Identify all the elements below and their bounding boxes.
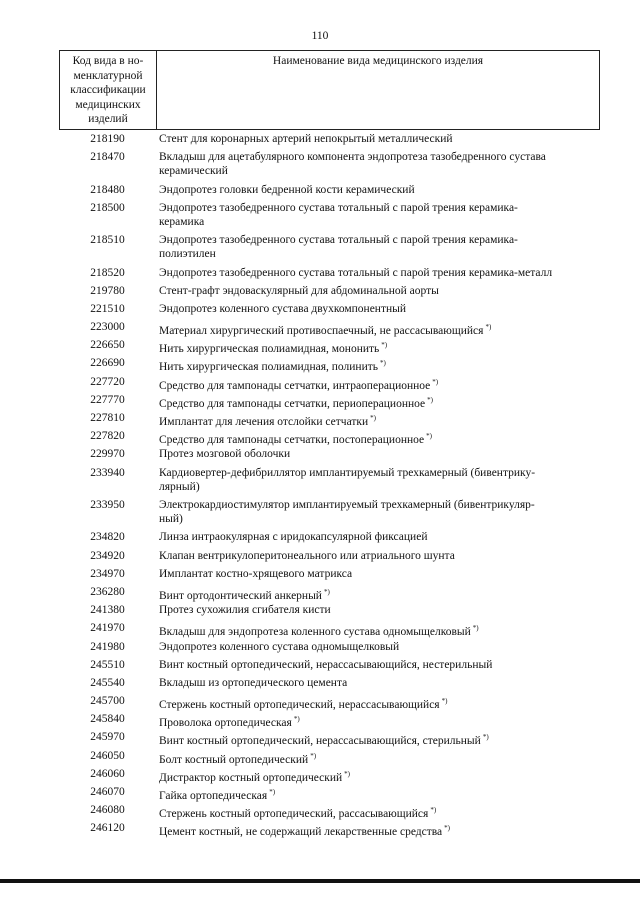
row-name-text: Средство для тампонады сетчатки, периоперационное <box>159 397 426 410</box>
row-name-line <box>159 821 600 839</box>
row-name <box>156 466 600 498</box>
row-code: 218510 <box>90 234 125 247</box>
row-name-line <box>159 530 600 544</box>
table-row <box>59 567 600 585</box>
table-row <box>59 676 600 694</box>
row-name-text: полиэтилен <box>159 248 216 261</box>
table-row <box>59 466 600 498</box>
row-name-line <box>159 785 600 803</box>
row-code: 245540 <box>90 676 125 689</box>
row-name-line <box>159 658 600 672</box>
row-name-line <box>159 694 600 712</box>
table-row <box>59 201 600 233</box>
table-header <box>59 50 600 130</box>
row-name <box>156 603 600 621</box>
row-name-line <box>159 767 600 785</box>
row-code: 227810 <box>90 412 125 425</box>
row-name <box>156 676 600 694</box>
footnote-mark: *) <box>427 395 433 404</box>
table-row <box>59 712 600 730</box>
row-name-line <box>159 676 600 690</box>
row-name <box>156 658 600 676</box>
row-name <box>156 712 600 730</box>
row-name-text: Стент-графт эндоваскулярный для абдоминальной аорты <box>159 284 439 297</box>
table-row <box>59 150 600 182</box>
row-name-line <box>159 164 600 178</box>
row-name-line <box>159 429 600 447</box>
table-row <box>59 356 600 374</box>
row-name-text: Болт костный ортопедический <box>159 753 309 766</box>
table-row <box>59 132 600 150</box>
table-row <box>59 233 600 265</box>
row-name-text: Винт ортодонтический анкерный <box>159 589 322 602</box>
table-row <box>59 730 600 748</box>
row-code: 229970 <box>90 448 125 461</box>
row-name-line <box>159 466 600 480</box>
row-name <box>156 132 600 150</box>
row-name-text: Винт костный ортопедический, нерассасывающийся, стерильный <box>159 735 481 748</box>
row-name-line <box>159 284 600 298</box>
row-code: 227720 <box>90 375 125 388</box>
row-code: 218500 <box>90 201 125 214</box>
row-code: 227820 <box>90 430 125 443</box>
row-name-line <box>159 132 600 146</box>
row-name-text: Вкладыш для эндопротеза коленного сустава одномыщелковый <box>159 626 471 639</box>
row-name-text: Эндопротез тазобедренного сустава тотальный с парой трения керамика- <box>159 201 518 214</box>
row-name-text: Протез мозговой оболочки <box>159 448 291 461</box>
row-name-line <box>159 233 600 247</box>
row-code: 223000 <box>90 321 125 334</box>
table-row <box>59 266 600 284</box>
header-code: Код вида в но- менклатурной классификации медицинских изделий <box>60 51 157 129</box>
row-name <box>156 320 600 338</box>
device-table <box>59 50 600 840</box>
row-name <box>156 640 600 658</box>
footnote-mark: *) <box>472 624 479 633</box>
row-name-line <box>159 247 600 261</box>
row-code: 233940 <box>90 466 125 479</box>
table-row <box>59 749 600 767</box>
row-code: 246080 <box>90 804 125 817</box>
row-name-line <box>159 603 600 617</box>
row-name-text: Проволока ортопедическая <box>159 717 292 730</box>
row-name-line <box>159 712 600 730</box>
table-row <box>59 393 600 411</box>
row-name-line <box>159 215 600 229</box>
row-name-line <box>159 266 600 280</box>
footnote-mark: *) <box>441 697 448 706</box>
row-name-text: Протез сухожилия сгибателя кисти <box>159 604 331 617</box>
row-code: 236280 <box>90 585 125 598</box>
row-name-line <box>159 183 600 197</box>
row-name-text: Вкладыш из ортопедического цемента <box>159 676 348 689</box>
row-name-text: Эндопротез коленного сустава двухкомпонентный <box>159 302 407 315</box>
row-code: 234970 <box>90 567 125 580</box>
row-name-line <box>159 640 600 654</box>
row-code: 245840 <box>90 713 125 726</box>
row-name-text: Стент для коронарных артерий непокрытый металлический <box>159 133 453 145</box>
row-code: 233950 <box>90 499 125 511</box>
table-row <box>59 549 600 567</box>
row-name-line <box>159 375 600 393</box>
row-name-text: Гайка ортопедическая <box>159 789 268 802</box>
row-name <box>156 375 600 393</box>
page-number: 110 <box>311 30 329 42</box>
row-name-text: Средство для тампонады сетчатки, постоперационное <box>159 434 425 447</box>
row-name-line <box>159 338 600 356</box>
row-code: 234920 <box>90 549 125 562</box>
row-name-text: Дистрактор костный ортопедический <box>159 771 343 784</box>
row-code: 218480 <box>90 183 125 196</box>
row-name-line <box>159 150 600 164</box>
row-code: 246070 <box>90 786 125 799</box>
table-row <box>59 603 600 621</box>
row-name <box>156 201 600 233</box>
row-name <box>156 530 600 548</box>
table-row <box>59 498 600 530</box>
table-row <box>59 785 600 803</box>
row-name-text: Кардиовертер-дефибриллятор имплантируемый трехкамерный (бивентрику- <box>159 466 536 479</box>
row-name-line <box>159 749 600 767</box>
row-name-text: Цемент костный, не содержащий лекарственные средства <box>159 826 443 839</box>
row-name-line <box>159 356 600 374</box>
row-code: 218520 <box>90 266 125 279</box>
row-code: 241980 <box>90 640 125 653</box>
row-code: 245510 <box>90 658 125 671</box>
row-name <box>156 549 600 567</box>
table-row <box>59 694 600 712</box>
footnote-mark: *) <box>344 769 350 778</box>
row-name <box>156 498 600 530</box>
footnote-mark: *) <box>293 715 300 724</box>
row-code: 241380 <box>90 604 125 617</box>
row-name-line <box>159 201 600 215</box>
row-name-text: Эндопротез головки бедренной кости керамический <box>159 183 415 196</box>
table-row <box>59 320 600 338</box>
row-name <box>156 585 600 603</box>
row-name <box>156 767 600 785</box>
row-name-text: керамический <box>159 165 228 178</box>
row-code: 218470 <box>90 151 125 164</box>
row-name-line <box>159 567 600 581</box>
row-name-text: Стержень костный ортопедический, рассасывающийся <box>159 808 429 821</box>
row-code: 219780 <box>90 284 125 297</box>
row-name <box>156 621 600 639</box>
table-row <box>59 767 600 785</box>
row-name-line <box>159 447 600 461</box>
row-name-line <box>159 803 600 821</box>
row-name <box>156 447 600 465</box>
footnote-mark: *) <box>430 806 437 815</box>
table-row <box>59 375 600 393</box>
row-name-text: Клапан вентрикулоперитонеального или атриального шунта <box>159 549 455 562</box>
row-name <box>156 338 600 356</box>
row-name-text: Эндопротез тазобедренного сустава тотальный с парой трения керамика-металл <box>159 266 553 279</box>
row-name-line <box>159 730 600 748</box>
table-row <box>59 447 600 465</box>
row-name-line <box>159 320 600 338</box>
row-name <box>156 411 600 429</box>
row-name-text: Эндопротез тазобедренного сустава тотальный с парой трения керамика- <box>159 234 518 247</box>
row-name-text: Эндопротез коленного сустава одномыщелковый <box>159 640 400 653</box>
table-row <box>59 411 600 429</box>
row-name <box>156 284 600 302</box>
row-name-line <box>159 411 600 429</box>
row-name-line <box>159 549 600 563</box>
row-name-text: Материал хирургический противоспаечный, не рассасывающийся <box>159 324 484 337</box>
row-name-line <box>159 480 600 494</box>
row-code: 246060 <box>90 767 125 780</box>
row-name <box>156 694 600 712</box>
row-name-line <box>159 585 600 603</box>
header-name: Наименование вида медицинского изделия <box>272 55 484 67</box>
footnote-mark: *) <box>485 323 492 332</box>
row-code: 245970 <box>90 731 125 744</box>
footnote-mark: *) <box>482 733 489 742</box>
row-name-text: Стержень костный ортопедический, нерассасывающийся <box>159 698 440 711</box>
row-code: 246120 <box>90 822 125 835</box>
table-body <box>59 132 600 840</box>
row-code: 245700 <box>90 695 125 708</box>
row-name <box>156 266 600 284</box>
row-name <box>156 567 600 585</box>
row-name-text: лярный) <box>159 480 200 493</box>
row-name <box>156 183 600 201</box>
table-row <box>59 284 600 302</box>
footnote-mark: *) <box>380 359 386 368</box>
row-name <box>156 749 600 767</box>
row-name-text: ный) <box>159 513 183 525</box>
row-name-line <box>159 621 600 639</box>
footnote-mark: *) <box>381 341 388 350</box>
table-row <box>59 429 600 447</box>
table-row <box>59 585 600 603</box>
row-name-line <box>159 512 600 526</box>
row-name <box>156 803 600 821</box>
row-name-text: Винт костный ортопедический, нерассасывающийся, нестерильный <box>159 658 493 671</box>
row-name-text: Имплантат для лечения отслойки сетчатки <box>159 415 369 428</box>
row-name <box>156 356 600 374</box>
row-code: 241970 <box>90 622 125 635</box>
table-row <box>59 803 600 821</box>
row-name-line <box>159 498 600 512</box>
row-code: 226650 <box>90 339 125 352</box>
row-code: 234820 <box>90 531 125 544</box>
row-name-text: Нить хирургическая полиамидная, мононить <box>159 343 380 356</box>
row-name <box>156 785 600 803</box>
row-code: 227770 <box>90 393 125 406</box>
footnote-mark: *) <box>370 414 376 423</box>
row-name-text: Имплантат костно-хрящевого матрикса <box>159 567 353 580</box>
row-code: 246050 <box>90 749 125 762</box>
row-name <box>156 233 600 265</box>
footnote-mark: *) <box>310 751 317 760</box>
row-name-line <box>159 302 600 316</box>
row-name <box>156 821 600 839</box>
footnote-mark: *) <box>444 824 450 833</box>
row-name <box>156 302 600 320</box>
table-row <box>59 530 600 548</box>
table-row <box>59 183 600 201</box>
row-name <box>156 429 600 447</box>
row-code: 218190 <box>90 133 125 145</box>
row-name <box>156 730 600 748</box>
row-code: 221510 <box>90 302 125 315</box>
table-row <box>59 821 600 839</box>
row-name-text: Вкладыш для ацетабулярного компонента эндопротеза тазобедренного сустава <box>159 151 546 164</box>
row-code: 226690 <box>90 357 125 370</box>
row-name-text: Электрокардиостимулятор имплантируемый трехкамерный (бивентрикуляр- <box>159 499 535 511</box>
table-row <box>59 640 600 658</box>
footnote-mark: *) <box>432 377 439 386</box>
row-name-line <box>159 393 600 411</box>
row-name-text: керамика <box>159 215 205 228</box>
row-name-text: Нить хирургическая полиамидная, полинить <box>159 361 378 374</box>
table-row <box>59 338 600 356</box>
table-row <box>59 302 600 320</box>
row-name <box>156 393 600 411</box>
footnote-mark: *) <box>426 432 432 441</box>
row-name-text: Линза интраокулярная с иридокапсулярной фиксацией <box>159 531 428 544</box>
table-row <box>59 658 600 676</box>
row-name-text: Средство для тампонады сетчатки, интраоперационное <box>159 379 431 392</box>
footnote-mark: *) <box>323 587 330 596</box>
table-row <box>59 621 600 639</box>
footnote-mark: *) <box>269 788 276 797</box>
row-name <box>156 150 600 182</box>
footer-rule <box>0 879 640 883</box>
